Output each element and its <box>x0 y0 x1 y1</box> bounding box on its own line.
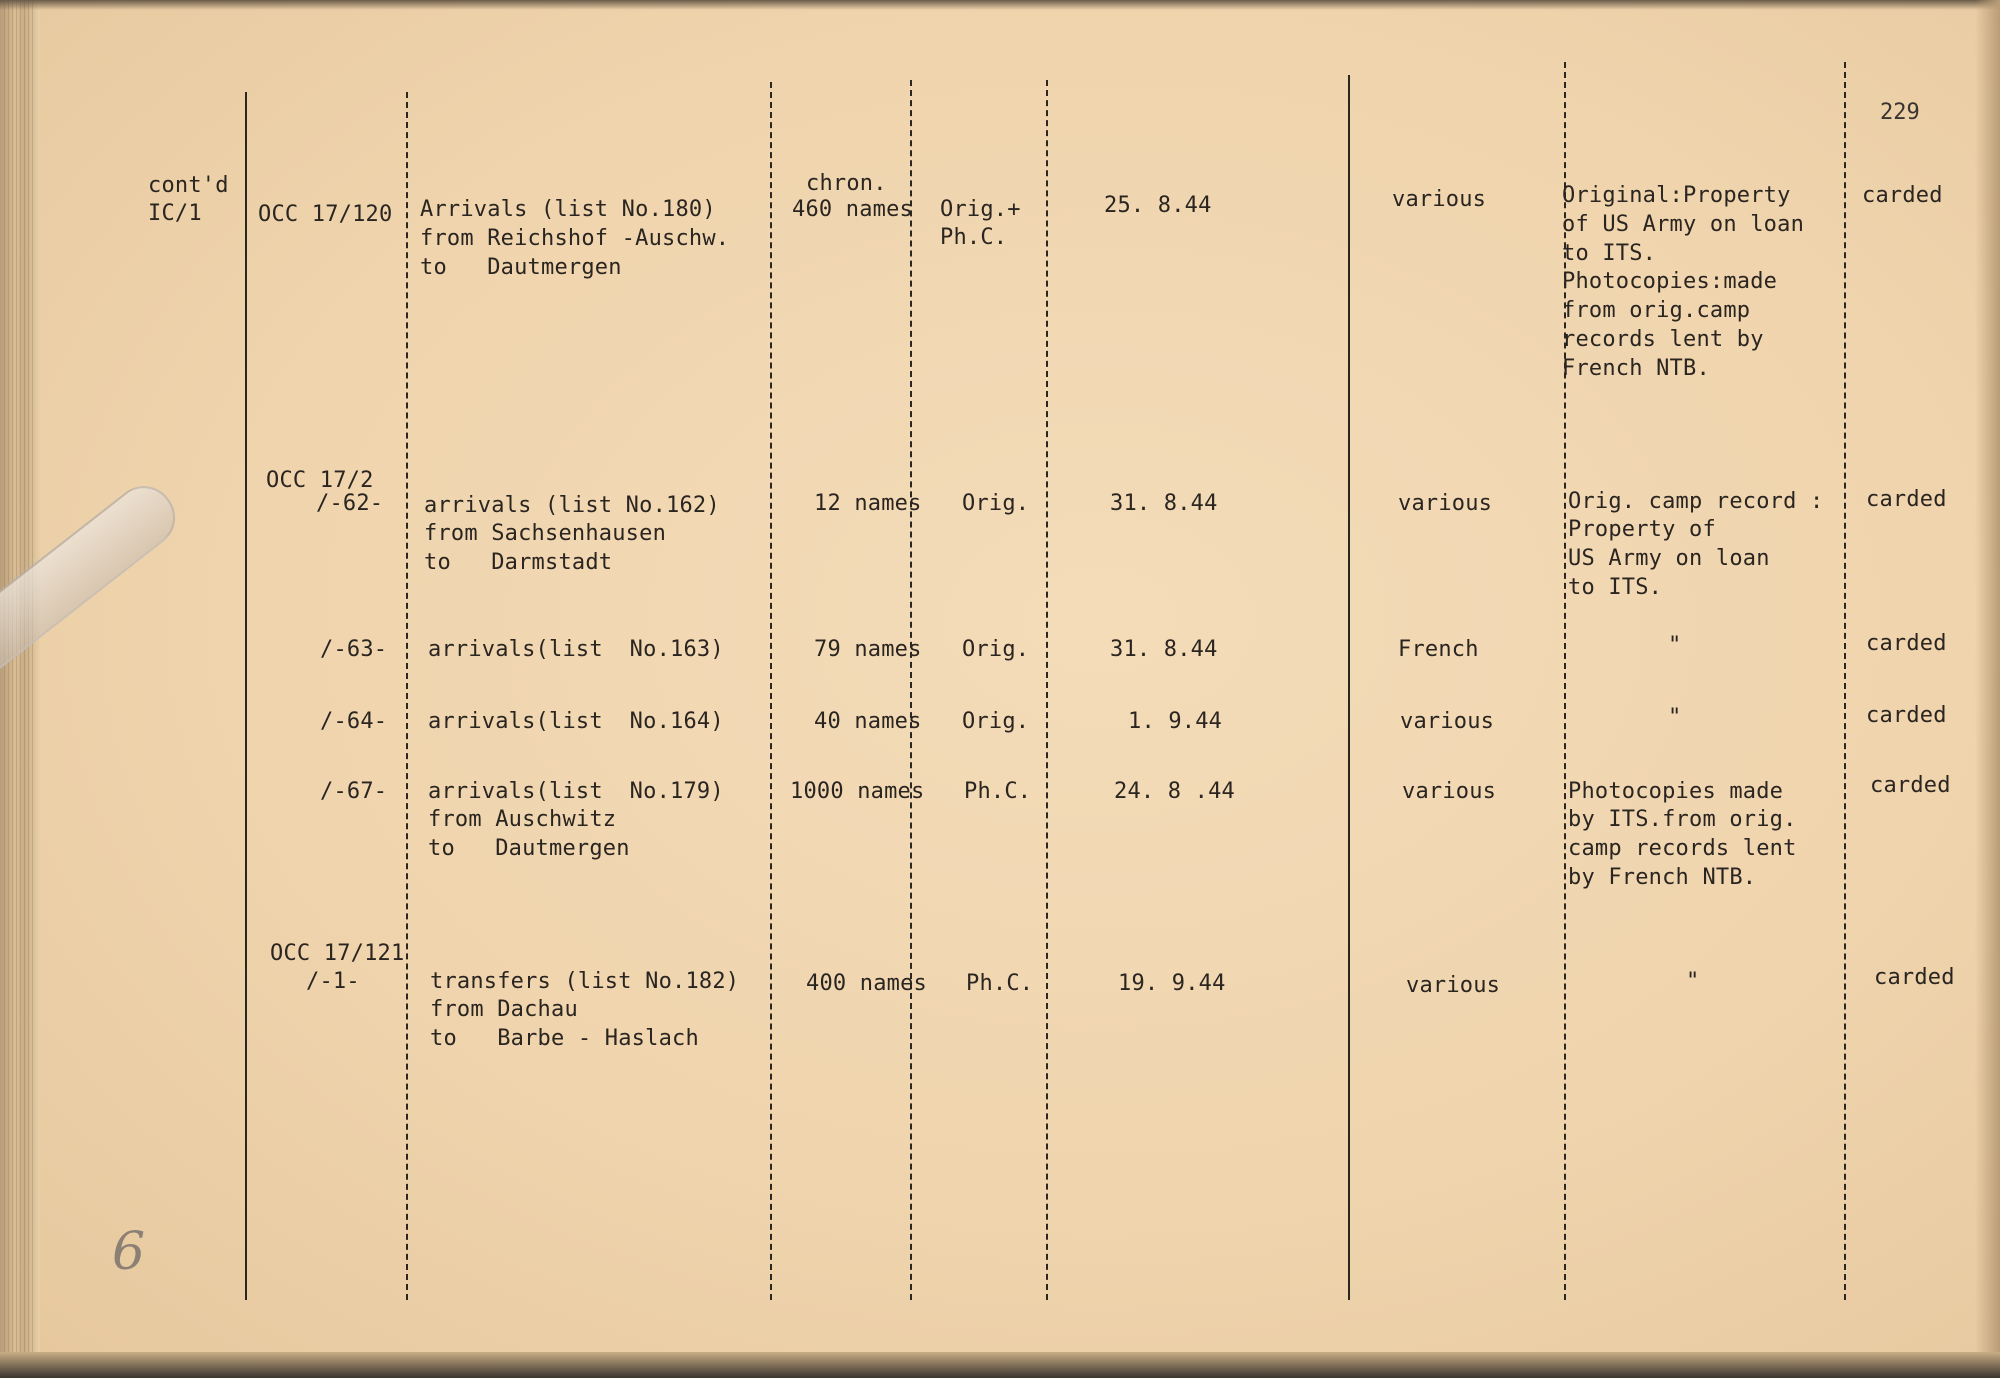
row-1-remarks-5: from orig.camp <box>1562 298 1751 323</box>
row-2-qty: 12 names <box>814 491 922 516</box>
row-3-nationality: French <box>1398 637 1479 662</box>
row-6-remarks: " <box>1686 969 1700 994</box>
pencil-mark: 6 <box>112 1222 146 1282</box>
row-6-desc-2: from Dachau <box>430 997 578 1022</box>
row-6-nationality: various <box>1406 973 1501 998</box>
row-4-desc: arrivals(list No.164) <box>428 709 724 734</box>
row-1-desc-3: to Dautmergen <box>420 255 622 280</box>
row-2-remarks-3: US Army on loan <box>1568 546 1770 571</box>
row-1-status: carded <box>1862 183 1943 208</box>
row-6-code-1: OCC 17/121 <box>270 941 405 966</box>
row-2-remarks-1: Orig. camp record : <box>1568 489 1824 514</box>
row-2-desc-1: arrivals (list No.162) <box>424 493 720 518</box>
row-5-desc-2: from Auschwitz <box>428 807 617 832</box>
row-5-code: /-67- <box>320 779 388 804</box>
header-note-line-2: IC/1 <box>148 201 202 226</box>
row-2-desc-3: to Darmstadt <box>424 550 613 575</box>
row-1-nationality: various <box>1392 187 1487 212</box>
row-2-nationality: various <box>1398 491 1493 516</box>
row-1-remarks-7: French NTB. <box>1562 356 1710 381</box>
column-rule-6 <box>1348 75 1350 1300</box>
header-note-line-1: cont'd <box>148 173 229 198</box>
row-4-status: carded <box>1866 703 1947 728</box>
row-3-type: Orig. <box>962 637 1030 662</box>
row-2-code-2: /-62- <box>316 491 384 516</box>
top-shadow <box>0 0 2000 10</box>
right-shadow <box>1975 0 2000 1378</box>
row-4-date: 1. 9.44 <box>1128 709 1223 734</box>
bottom-shadow <box>0 1352 2000 1378</box>
row-3-code: /-63- <box>320 637 388 662</box>
row-1-type-2: Ph.C. <box>940 225 1008 250</box>
row-5-type: Ph.C. <box>964 779 1032 804</box>
row-4-remarks: " <box>1668 705 1682 730</box>
row-1-remarks-2: of US Army on loan <box>1562 212 1805 237</box>
row-2-date: 31. 8.44 <box>1110 491 1218 516</box>
book-page-edges <box>0 0 40 1378</box>
row-6-desc-3: to Barbe - Haslach <box>430 1026 699 1051</box>
row-5-desc-3: to Dautmergen <box>428 836 630 861</box>
row-3-qty: 79 names <box>814 637 922 662</box>
row-5-remarks-3: camp records lent <box>1568 836 1797 861</box>
row-1-remarks-4: Photocopies:made <box>1562 269 1778 294</box>
row-5-nationality: various <box>1402 779 1497 804</box>
row-6-code-2: /-1- <box>306 969 360 994</box>
row-6-type: Ph.C. <box>966 971 1034 996</box>
row-5-date: 24. 8 .44 <box>1114 779 1236 804</box>
row-3-date: 31. 8.44 <box>1110 637 1218 662</box>
row-3-desc: arrivals(list No.163) <box>428 637 724 662</box>
row-1-desc-1: Arrivals (list No.180) <box>420 197 716 222</box>
row-1-code: OCC 17/120 <box>258 202 393 227</box>
row-6-date: 19. 9.44 <box>1118 971 1226 996</box>
column-rule-4 <box>910 80 912 1300</box>
row-1-type-1: Orig.+ <box>940 197 1021 222</box>
row-5-remarks-4: by French NTB. <box>1568 865 1757 890</box>
row-3-remarks: " <box>1668 633 1682 658</box>
row-2-remarks-4: to ITS. <box>1568 575 1663 600</box>
row-1-date: 25. 8.44 <box>1104 193 1212 218</box>
column-rule-1 <box>245 92 247 1300</box>
row-6-qty: 400 names <box>806 971 928 996</box>
row-2-code-1: OCC 17/2 <box>266 468 374 493</box>
row-1-desc-2: from Reichshof -Auschw. <box>420 226 730 251</box>
row-4-nationality: various <box>1400 709 1495 734</box>
page-edge-lines <box>4 0 34 1378</box>
row-1-remarks-6: records lent by <box>1562 327 1764 352</box>
row-5-status: carded <box>1870 773 1951 798</box>
row-4-code: /-64- <box>320 709 388 734</box>
row-1-remarks-1: Original:Property <box>1562 183 1791 208</box>
row-1-qty-1: chron. <box>806 171 887 196</box>
row-1-remarks-3: to ITS. <box>1562 241 1657 266</box>
column-rule-5 <box>1046 80 1048 1300</box>
row-1-qty-2: 460 names <box>792 197 914 222</box>
row-6-status: carded <box>1874 965 1955 990</box>
row-5-remarks-2: by ITS.from orig. <box>1568 807 1797 832</box>
row-2-type: Orig. <box>962 491 1030 516</box>
page-number: 229 <box>1880 100 1920 125</box>
row-4-type: Orig. <box>962 709 1030 734</box>
row-4-qty: 40 names <box>814 709 922 734</box>
row-2-remarks-2: Property of <box>1568 517 1716 542</box>
row-6-desc-1: transfers (list No.182) <box>430 969 740 994</box>
column-rule-3 <box>770 82 772 1300</box>
row-5-qty: 1000 names <box>790 779 925 804</box>
column-rule-8 <box>1844 62 1846 1300</box>
row-5-desc-1: arrivals(list No.179) <box>428 779 724 804</box>
row-2-status: carded <box>1866 487 1947 512</box>
row-5-remarks-1: Photocopies made <box>1568 779 1784 804</box>
row-3-status: carded <box>1866 631 1947 656</box>
column-rule-2 <box>406 92 408 1300</box>
row-2-desc-2: from Sachsenhausen <box>424 521 667 546</box>
